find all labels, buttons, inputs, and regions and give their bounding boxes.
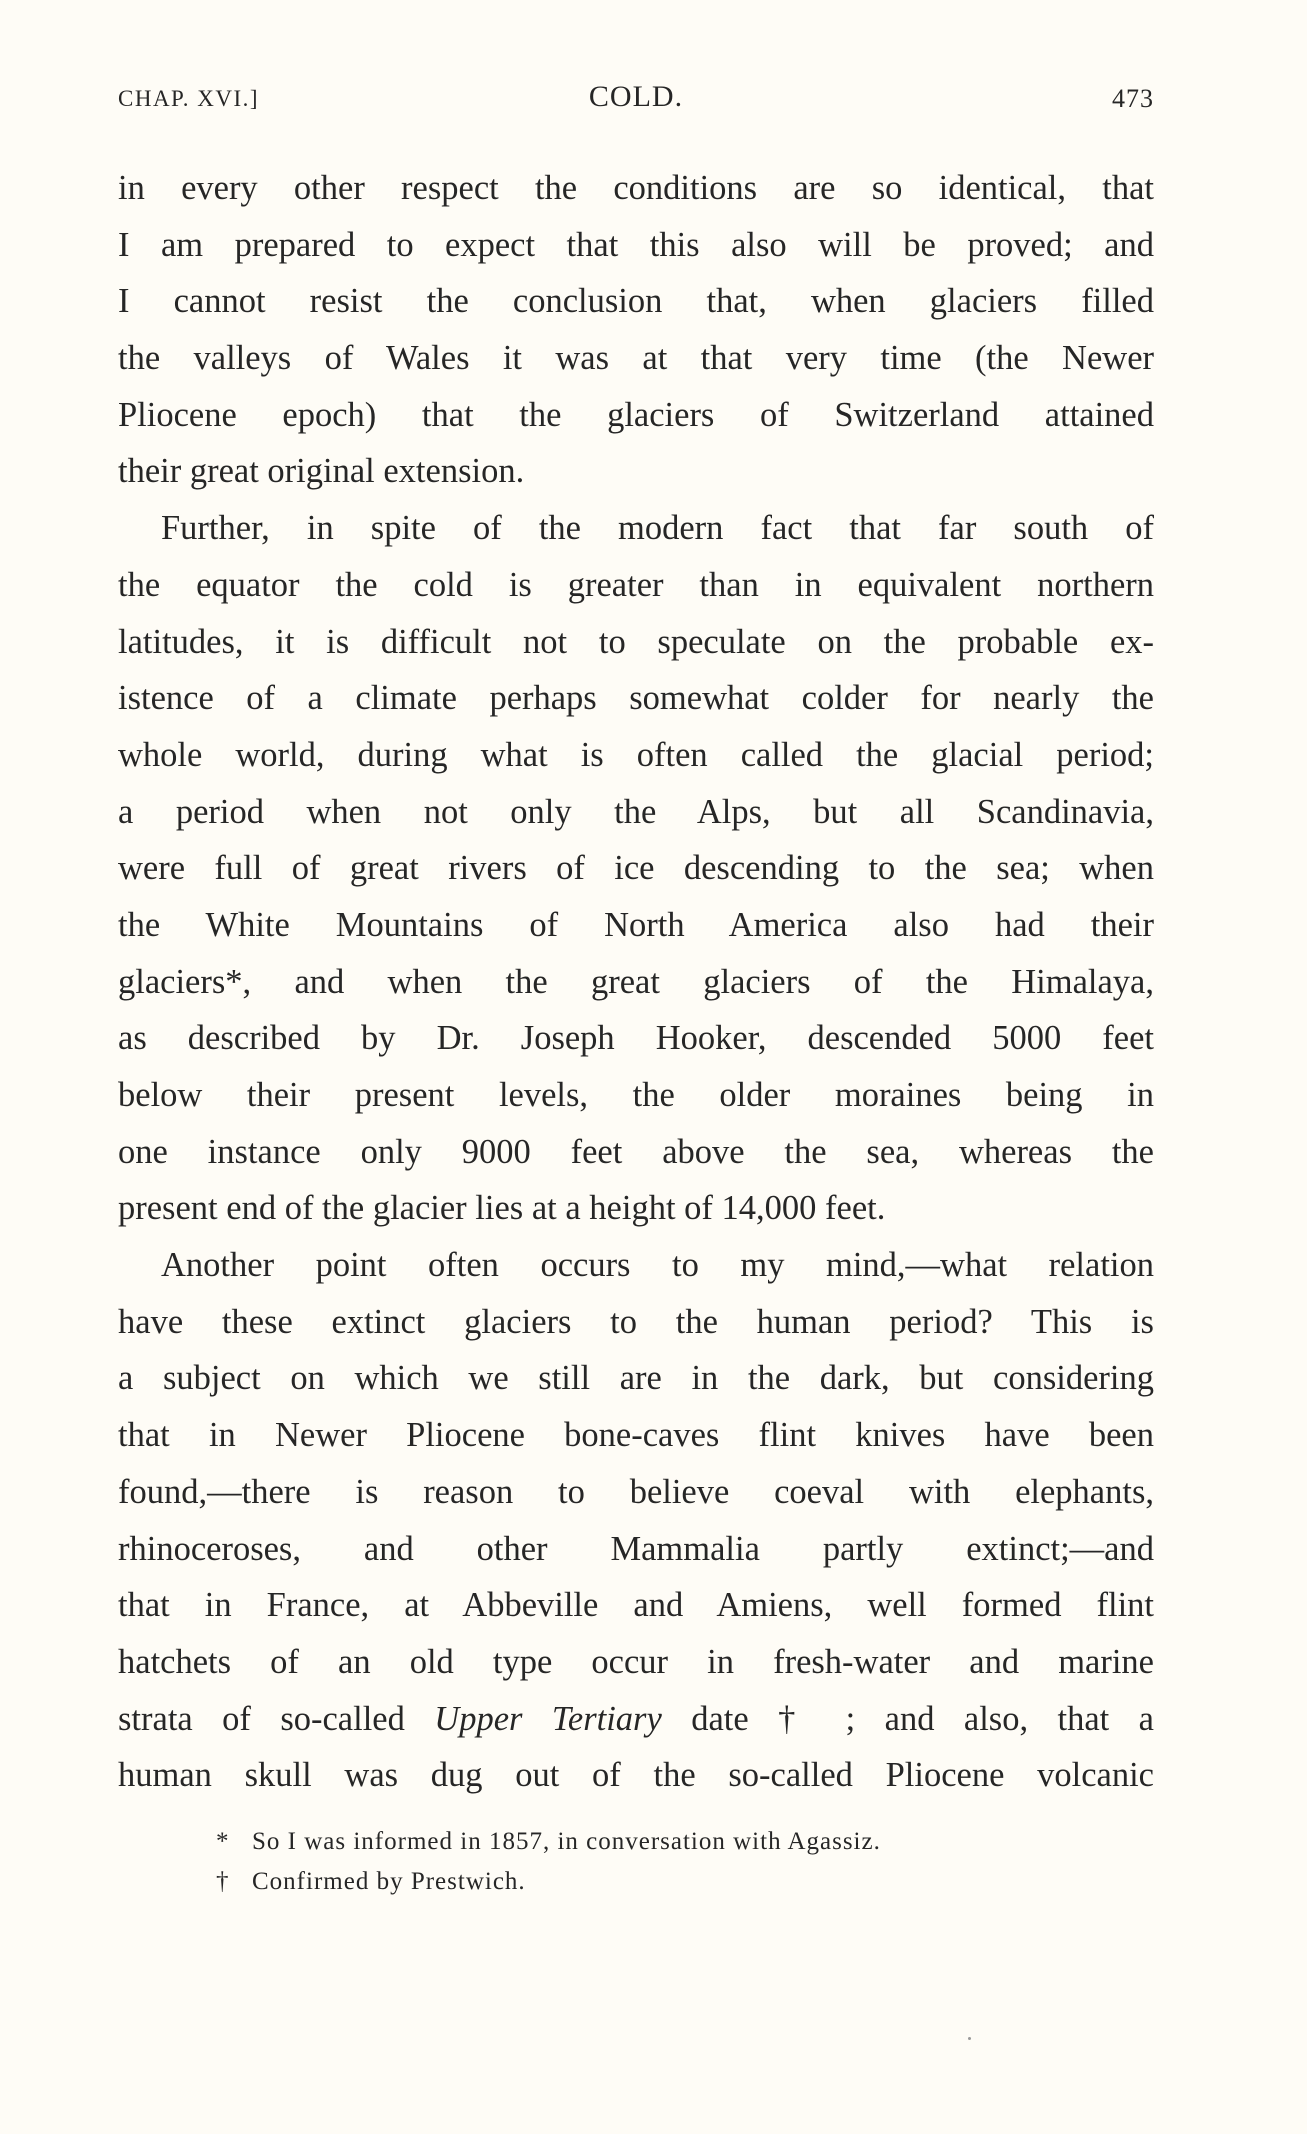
footnote-text: Confirmed by Prestwich. (252, 1868, 526, 1895)
text-line: a subject on which we still are in the dark, but considering (118, 1359, 1154, 1398)
page-number: 473 (1112, 84, 1154, 113)
paper-speck (968, 2037, 971, 2040)
running-head (118, 78, 1154, 118)
text-line: I cannot resist the conclusion that, when glaciers filled (118, 282, 1154, 321)
paragraph-start-line: Another point often occurs to my mind,—what relation (161, 1246, 1154, 1285)
footnote (118, 1822, 1154, 1862)
paragraph-start-line: Further, in spite of the modern fact that far south of (161, 509, 1154, 548)
footnote-text: So I was informed in 1857, in conversation with Agassiz. (252, 1828, 881, 1855)
text-line: a period when not only the Alps, but all Scandinavia, (118, 792, 1154, 831)
text-line: the White Mountains of North America also had their (118, 905, 1154, 944)
text-line: whole world, during what is often called the glacial period; (118, 735, 1154, 774)
text-line: I am prepared to expect that this also will be proved; and (118, 225, 1154, 264)
text-line: that in Newer Pliocene bone-caves flint knives have been (118, 1416, 1154, 1455)
text-line: the equator the cold is greater than in equivalent northern (118, 565, 1154, 604)
text-line: istence of a climate perhaps somewhat colder for nearly the (118, 679, 1154, 718)
footnote-mark: † (216, 1868, 230, 1895)
text-line: Pliocene epoch) that the glaciers of Switzerland attained (118, 395, 1154, 434)
footnote (118, 1862, 1154, 1902)
text-line: that in France, at Abbeville and Amiens, well formed flint (118, 1586, 1154, 1625)
text-line: rhinoceroses, and other Mammalia partly extinct;—and (118, 1529, 1154, 1568)
text-line: human skull was dug out of the so-called Pliocene volcanic (118, 1756, 1154, 1795)
page-title: COLD. (588, 80, 684, 113)
text-line: as described by Dr. Joseph Hooker, descended 5000 feet (118, 1019, 1154, 1058)
text-line: have these extinct glaciers to the human period? This is (118, 1302, 1154, 1341)
text-line: glaciers*, and when the great glaciers of the Himalaya, (118, 962, 1154, 1001)
text-segment: strata of so-called (118, 1699, 435, 1738)
text-line: latitudes, it is difficult not to speculate on the probable ex- (118, 622, 1154, 661)
text-line: hatchets of an old type occur in fresh-water and marine (118, 1642, 1154, 1681)
footnotes (118, 1822, 1154, 1902)
text-line: the valleys of Wales it was at that very time (the Newer (118, 339, 1154, 378)
text-line-with-italic (118, 1691, 1154, 1748)
text-line: in every other respect the conditions are so identical, that (118, 169, 1154, 207)
text-line: found,—there is reason to believe coeval with elephants, (118, 1472, 1154, 1511)
text-segment: date † ; and also, that a (661, 1699, 1154, 1738)
chapter-label: CHAP. XVI.] (118, 86, 260, 111)
text-line: present end of the glacier lies at a height of 14,000 feet. (118, 1189, 886, 1228)
footnote-mark: * (216, 1828, 230, 1855)
text-line: were full of great rivers of ice descending to the sea; when (118, 849, 1154, 888)
text-line: one instance only 9000 feet above the sea, whereas the (118, 1132, 1154, 1171)
text-line: their great original extension. (118, 452, 525, 491)
text-line: below their present levels, the older moraines being in (118, 1076, 1154, 1114)
italic-phrase: Upper Tertiary (434, 1699, 662, 1738)
body-text (118, 160, 1154, 1804)
